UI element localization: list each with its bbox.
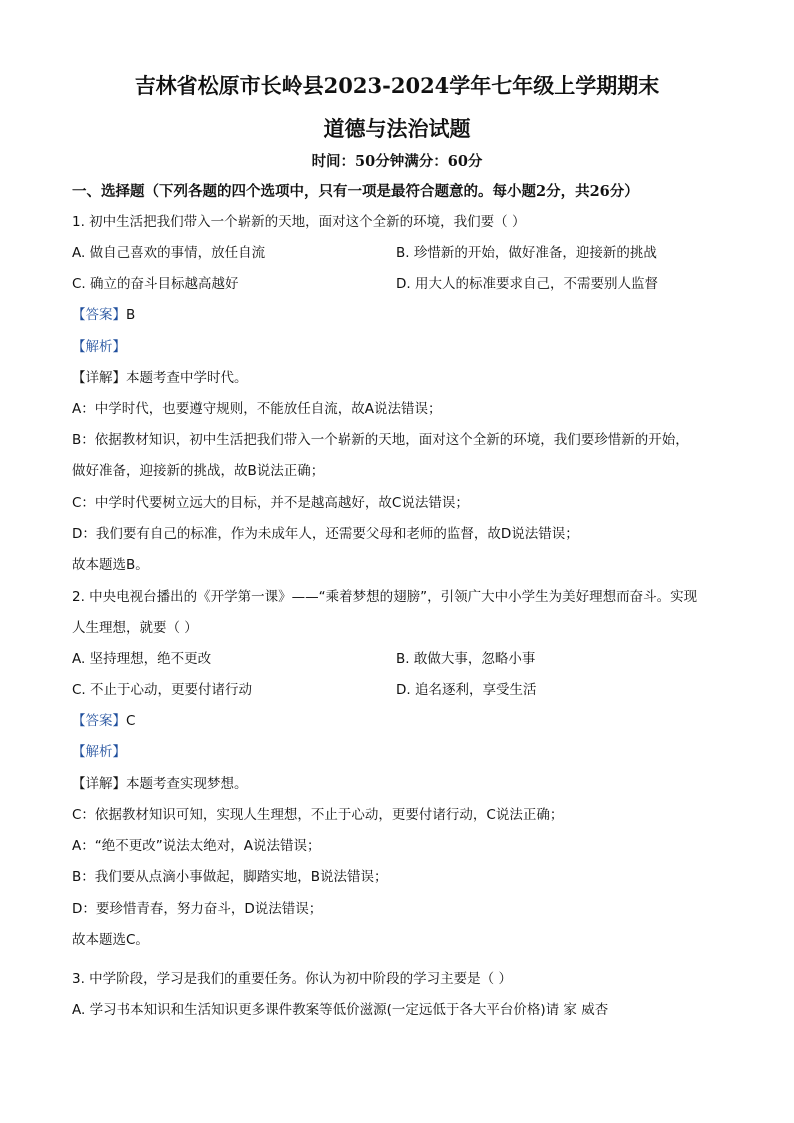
question-1-option-d: D. 用大人的标准要求自己，不需要别人监督: [396, 276, 658, 292]
question-2-stem-line1: 2. 中央电视台播出的《开学第一课》——“乘着梦想的翅膀”，引领广大中小学生为美好理想而奋斗。实现: [72, 589, 698, 605]
exam-time-info: 时间：50分钟满分：60分: [311, 153, 483, 170]
answer-value: C: [126, 713, 136, 729]
question-1-option-c: C. 确立的奋斗目标越高越好: [72, 276, 239, 292]
question-1-line-3: 做好准备，迎接新的挑战，故B说法正确；: [72, 463, 325, 479]
question-1-detail: [72, 368, 248, 388]
question-2-option-b: B. 敢做大事，忽略小事: [396, 651, 536, 667]
question-2-option-a: A. 坚持理想，绝不更改: [72, 651, 212, 667]
answer-tag: 【答案】: [72, 307, 126, 323]
exam-title-line1: 吉林省松原市长岭县2023-2024学年七年级上学期期末: [134, 73, 660, 98]
question-1-answer: [72, 305, 135, 325]
question-3-stem: 3. 中学阶段，学习是我们的重要任务。你认为初中阶段的学习主要是（ ）: [72, 971, 512, 987]
question-2-line-1: C：依据教材知识可知，实现人生理想，不止于心动，更要付诸行动，C说法正确；: [72, 807, 564, 823]
detail-tag: 【详解】: [72, 776, 126, 792]
question-2-line-2: A：“绝不更改”说法太绝对，A说法错误；: [72, 838, 321, 854]
detail-tag: 【详解】: [72, 370, 126, 386]
question-1-analysis-tag: 【解析】: [72, 339, 126, 355]
question-2-analysis-tag: 【解析】: [72, 744, 126, 760]
exam-title-line2: 道德与法治试题: [323, 116, 471, 141]
question-2-answer: [72, 711, 135, 731]
question-1-option-a: A. 做自己喜欢的事情，放任自流: [72, 245, 266, 261]
section-heading: 一、选择题（下列各题的四个选项中，只有一项是最符合题意的。每小题2分，共26分）: [72, 183, 639, 200]
answer-value: B: [126, 307, 136, 323]
question-1-line-4: C：中学时代要树立远大的目标，并不是越高越好，故C说法错误；: [72, 495, 469, 511]
question-2-line-5: 故本题选C。: [72, 932, 149, 948]
question-1-option-b: B. 珍惜新的开始，做好准备，迎接新的挑战: [396, 245, 657, 261]
question-1-line-2: B：依据教材知识，初中生活把我们带入一个崭新的天地，面对这个全新的环境，我们要珍惜新的开始，: [72, 432, 689, 448]
question-2-option-d: D. 追名逐利，享受生活: [396, 682, 537, 698]
answer-tag: 【答案】: [72, 713, 126, 729]
question-3-option-a: A. 学习书本知识和生活知识更多课件教案等低价滋源(一定远低于各大平台价格)请 家 威杏: [72, 1002, 609, 1018]
question-1-line-6: 故本题选B。: [72, 557, 149, 573]
question-2-stem-line2: 人生理想，就要（ ）: [72, 620, 198, 636]
question-2-line-4: D：要珍惜青春，努力奋斗，D说法错误；: [72, 901, 323, 917]
question-2-option-c: C. 不止于心动，更要付诸行动: [72, 682, 253, 698]
question-1-line-5: D：我们要有自己的标准，作为未成年人，还需要父母和老师的监督，故D说法错误；: [72, 526, 579, 542]
detail-text: 本题考查中学时代。: [126, 370, 248, 386]
question-2-detail: [72, 774, 248, 794]
detail-text: 本题考查实现梦想。: [126, 776, 248, 792]
question-1-line-1: A：中学时代，也要遵守规则，不能放任自流，故A说法错误；: [72, 401, 442, 417]
question-2-line-3: B：我们要从点滴小事做起，脚踏实地，B说法错误；: [72, 869, 388, 885]
question-1-stem: 1. 初中生活把我们带入一个崭新的天地，面对这个全新的环境，我们要（ ）: [72, 214, 526, 230]
